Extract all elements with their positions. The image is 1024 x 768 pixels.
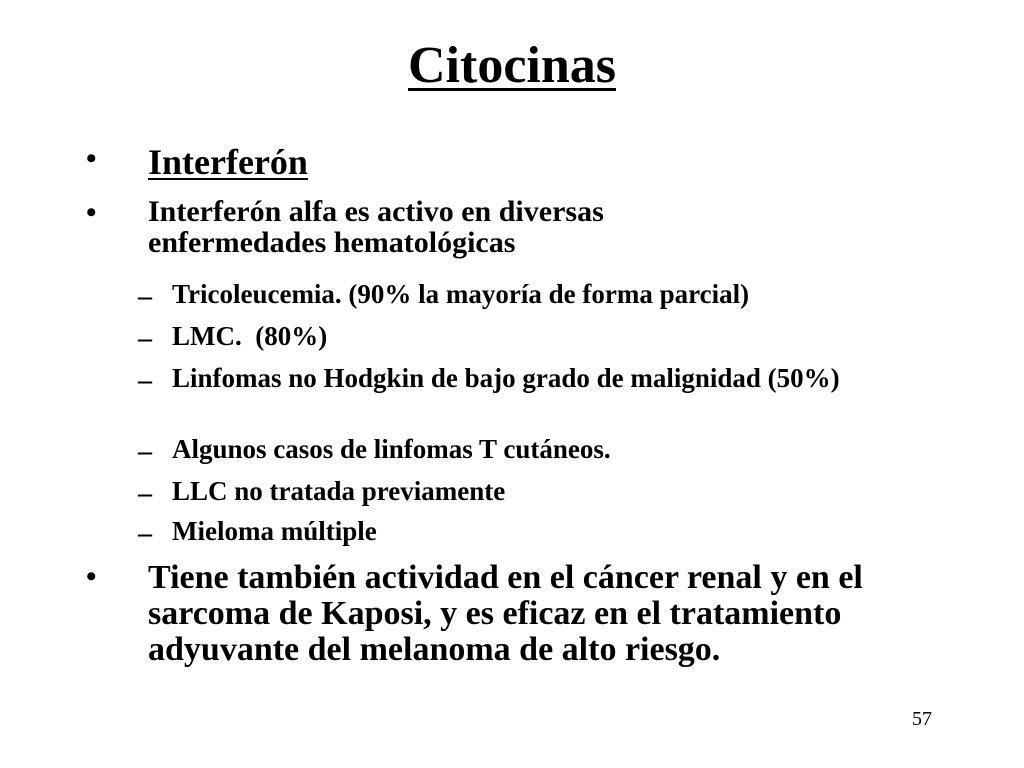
section-heading: Interferón [148, 142, 308, 182]
slide-title: Citocinas [408, 37, 616, 94]
bullet-text: Tiene también actividad en el cáncer renal y en el sarcoma de Kaposi, y es eficaz en el tratamiento adyuvante del melanoma de alto riesgo. [148, 559, 863, 668]
sub-item-text: Algunos casos de linfomas T cutáneos. [172, 434, 611, 464]
dash-icon: – [138, 323, 152, 354]
dash-icon: – [138, 436, 152, 467]
sub-item-text: LLC no tratada previamente [172, 476, 506, 506]
page-number: 57 [912, 708, 932, 730]
dash-icon: – [138, 281, 152, 312]
sub-item-text: Linfomas no Hodgkin de bajo grado de malignidad (50%) [172, 363, 840, 393]
bullet-icon: • [86, 142, 97, 175]
bullet-icon: • [86, 196, 97, 229]
dash-icon: – [138, 518, 152, 549]
sub-item-text: Mieloma múltiple [172, 516, 377, 546]
sub-item-text: Tricoleucemia. (90% la mayoría de forma parcial) [172, 279, 750, 309]
dash-icon: – [138, 365, 152, 396]
bullet-icon: • [86, 560, 97, 593]
dash-icon: – [138, 478, 152, 509]
sub-item-text: LMC. (80%) [172, 321, 328, 351]
bullet-text: Interferón alfa es activo en diversas enfermedades hematológicas [148, 195, 604, 259]
